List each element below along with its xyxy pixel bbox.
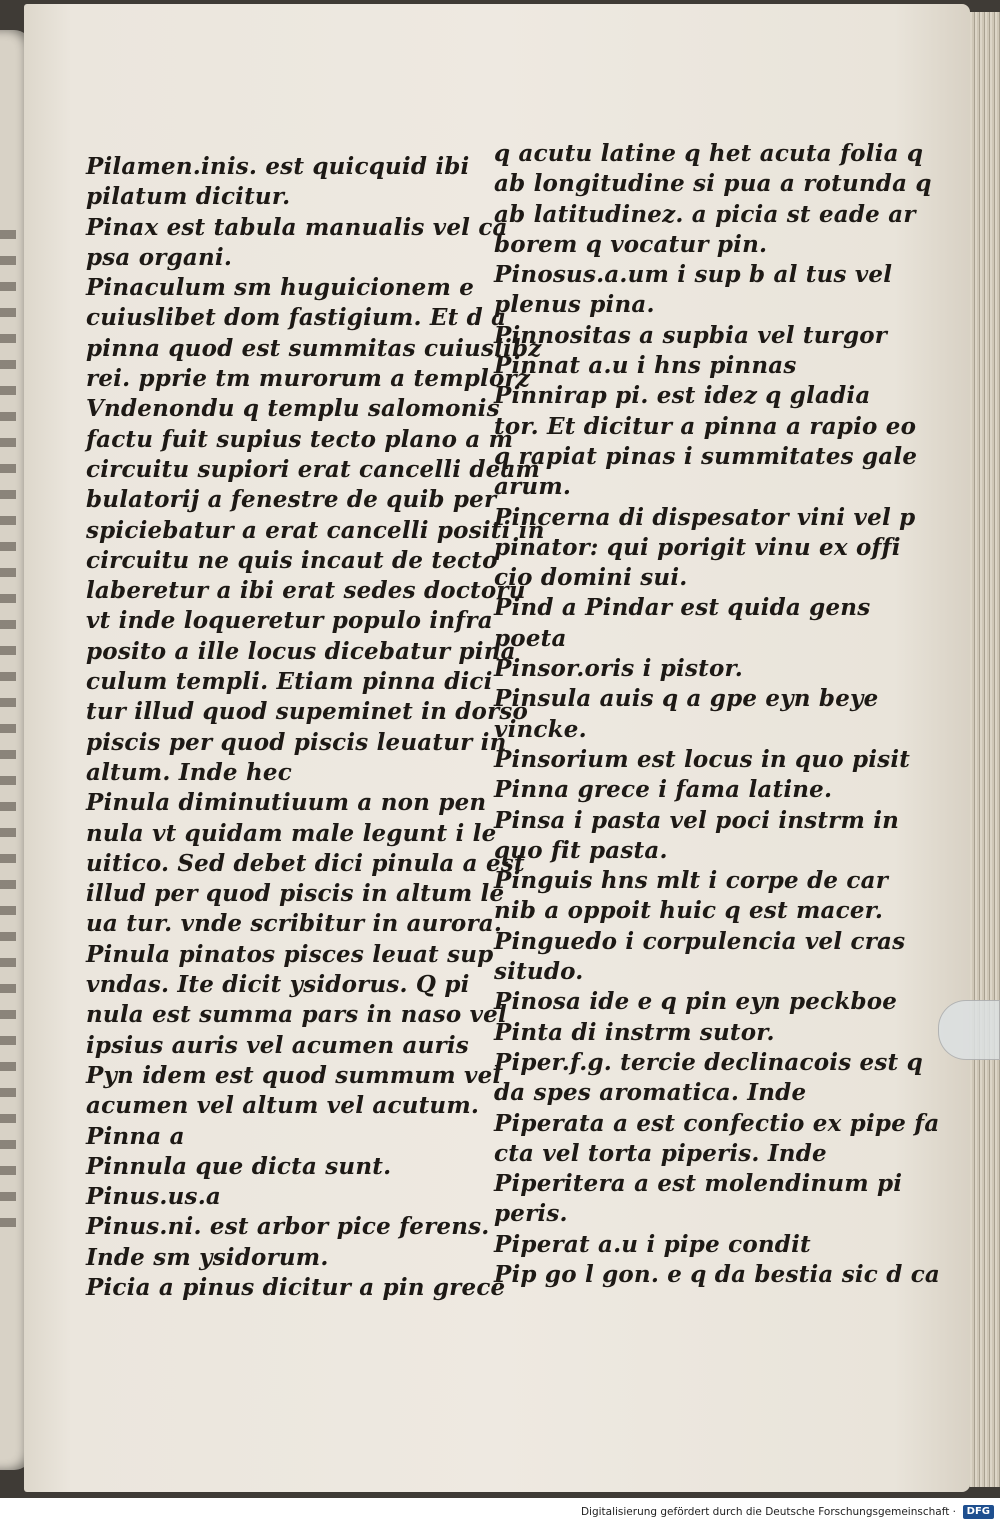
text-line: cio domini sui. [494,564,688,592]
text-line: nib a oppoit huic q est macer. [494,897,884,925]
text-line: Pinguis hns mlt i corpe de car [494,867,889,895]
text-line: Pinula pinatos pisces leuat sup [86,940,494,968]
text-line: Pinax est tabula manualis vel ca [86,213,508,241]
text-line: Pyn idem est quod summum vel [86,1061,502,1089]
text-line: Picia a pinus dicitur a pin grece [86,1273,506,1301]
text-line: Pip go l gon. e q da bestia sic d ca [494,1260,941,1288]
text-line: Piperat a.u i pipe condit [494,1230,811,1258]
text-line: vndas. Ite dicit ysidorus. Q pi [86,971,470,999]
text-line: ua tur. vnde scribitur in aurora. [86,910,503,938]
text-line: Pinnirap pi. est idez q gladia [494,382,871,410]
footer-credit: Digitalisierung gefördert durch die Deutsche Forschungsgemeinschaft · [580,1506,956,1518]
text-line: Pinna a [86,1122,185,1150]
text-line: borem q vocatur pin. [494,230,768,258]
text-line: ab latitudinez. a picia st eade ar [494,200,916,228]
text-line: piscis per quod piscis leuatur in [86,728,507,756]
text-line: situdo. [494,958,584,986]
text-line: Piper.f.g. tercie declinacois est q [494,1048,923,1076]
text-line: Pinus.ni. est arbor pice ferens. [86,1213,490,1241]
text-line: Pinula diminutiuum a non pen [86,789,487,817]
text-line: tor. Et dicitur a pinna a rapio eo [494,412,917,440]
text-line: Vndenondu q templu salomonis [86,395,500,423]
text-line: rei. pprie tm murorum a templorz [86,365,531,393]
text-line: q rapiat pinas i summitates gale [494,442,918,470]
text-line: Pinosus.a.um i sup b al tus vel [494,261,893,289]
text-line: vincke. [494,715,587,743]
text-line: circuitu ne quis incaut de tecto [86,546,498,574]
text-line: posito a ille locus dicebatur pina [86,637,516,665]
text-line: poeta [494,624,567,652]
text-line: vt inde loqueretur populo infra [86,607,493,635]
text-line: culum templi. Etiam pinna dici [86,668,493,696]
page-clip [938,1000,1000,1060]
text-line: Pinnat a.u i hns pinnas [494,352,797,380]
text-line: Pinnula que dicta sunt. [86,1152,392,1180]
text-line: factu fuit supius tecto plano a m [86,425,514,453]
text-line: psa organi. [86,243,233,271]
left-page-text-fragment [0,230,16,1230]
text-line: spiciebatur a erat cancelli positi in [86,516,545,544]
text-line: Piperata a est confectio ex pipe fa [494,1109,940,1137]
text-line: Inde sm ysidorum. [86,1243,329,1271]
text-line: quo fit pasta. [494,836,668,864]
text-line: acumen vel altum vel acutum. [86,1092,480,1120]
text-line: Piperitera a est molendinum pi [494,1170,903,1198]
text-line: da spes aromatica. Inde [494,1079,807,1107]
text-line: Pinnositas a supbia vel turgor [494,321,888,349]
text-line: cta vel torta piperis. Inde [494,1139,827,1167]
text-line: bulatorij a fenestre de quib per [86,486,497,514]
text-line: plenus pina. [494,291,655,319]
text-line: q acutu latine q het acuta folia q [494,140,924,167]
text-line: laberetur a ibi erat sedes doctoru [86,577,526,605]
text-line: Pinsor.oris i pistor. [494,655,743,683]
text-line: altum. Inde hec [86,758,292,786]
text-line: uitico. Sed debet dici pinula a est [86,849,525,877]
text-line: Pinsorium est locus in quo pisit [494,745,911,773]
text-line: nula est summa pars in naso vel [86,1001,507,1029]
dfg-logo: DFG [963,1505,994,1519]
text-line: pinna quod est summitas cuiuslibz [86,334,542,362]
right-text-column [494,139,941,1290]
text-line: Pinta di instrm sutor. [494,1018,775,1046]
text-line: pinator: qui porigit vinu ex offi [494,533,901,561]
page [24,4,970,1492]
text-line: circuitu supiori erat cancelli deam [86,455,541,483]
text-line: Pinna grece i fama latine. [494,776,833,804]
text-line: arum. [494,473,572,501]
text-line: Pinguedo i corpulencia vel cras [494,927,906,955]
text-line: Pinsa i pasta vel poci instrm in [494,806,900,834]
text-line: pilatum dicitur. [86,183,291,211]
text-line: Pinus.us.a [86,1183,222,1211]
text-line: tur illud quod supeminet in dorso [86,698,529,726]
text-line: Pind a Pindar est quida gens [494,594,871,622]
text-line: cuiuslibet dom fastigium. Et d a [86,304,507,332]
text-line: Pinaculum sm huguicionem e [86,274,475,302]
text-line: Pincerna di dispesator vini vel p [494,503,916,531]
text-line: Pinosa ide e q pin eyn peckboe [494,988,898,1016]
footer-bar [0,1498,1000,1527]
text-line: illud per quod piscis in altum le [86,880,505,908]
text-line: ab longitudine si pua a rotunda q [494,170,932,198]
text-line: ipsius auris vel acumen auris [86,1031,469,1059]
text-line: Pinsula auis q a gpe eyn beye [494,685,879,713]
text-line: nula vt quidam male legunt i le [86,819,497,847]
text-line: peris. [494,1200,568,1228]
text-line: Pilamen.inis. est quicquid ibi [86,153,470,180]
